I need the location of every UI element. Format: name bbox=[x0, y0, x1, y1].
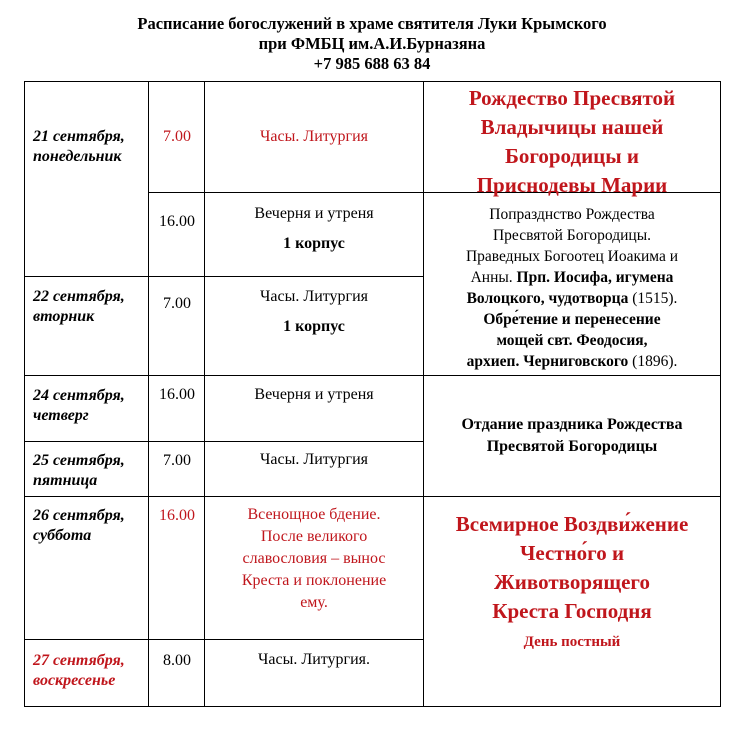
feast-line: Приснодевы Марии bbox=[476, 173, 668, 197]
service-time: 7.00 bbox=[163, 128, 191, 145]
feast-line: Всемирное Воздви́жение bbox=[455, 512, 689, 536]
feast-nativity bbox=[424, 84, 720, 200]
saint-name: мощей свт. Феодосия, bbox=[496, 332, 648, 349]
table-row-date bbox=[33, 127, 148, 167]
table-rule bbox=[204, 81, 205, 706]
service-time: 16.00 bbox=[159, 386, 195, 403]
service-time: 16.00 bbox=[159, 213, 195, 230]
feast-line: Богородицы и bbox=[504, 144, 640, 168]
weekday-text: пятница bbox=[33, 472, 98, 489]
feast-line: Честно́го и bbox=[519, 541, 625, 565]
header-phone: +7 985 688 63 84 bbox=[313, 54, 431, 73]
service-line: славословия – вынос bbox=[242, 550, 386, 567]
feast-line: Пресвятой Богородицы bbox=[486, 438, 658, 455]
saint-name: Волоцкого, чудотворца bbox=[466, 290, 629, 307]
feast-exaltation bbox=[424, 510, 720, 652]
feast-line: Креста Господня bbox=[492, 599, 652, 623]
table-row-date bbox=[33, 506, 148, 546]
date-text: 22 сентября, bbox=[33, 288, 125, 305]
weekday-text: четверг bbox=[33, 407, 89, 424]
feast-line: Пресвятой Богородицы. bbox=[492, 227, 651, 244]
service-location: 1 корпус bbox=[283, 318, 345, 335]
table-row-date bbox=[33, 386, 148, 426]
service-time: 7.00 bbox=[163, 295, 191, 312]
date-text: 21 сентября, bbox=[33, 128, 125, 145]
header-subtitle: при ФМБЦ им.А.И.Бурназяна bbox=[258, 34, 486, 53]
weekday-text: суббота bbox=[33, 527, 92, 544]
feast-line: Попразднство Рождества bbox=[489, 206, 655, 223]
fast-day-note: День постный bbox=[523, 634, 621, 650]
service-line: Всенощное бдение. bbox=[247, 506, 381, 523]
feast-line bbox=[424, 309, 720, 330]
feast-line bbox=[424, 330, 720, 351]
table-row-date bbox=[33, 287, 148, 327]
saint-name: архиеп. Черниговского bbox=[466, 353, 629, 370]
date-text: 25 сентября, bbox=[33, 452, 125, 469]
table-row-date bbox=[33, 451, 148, 491]
feast-leavetaking bbox=[424, 414, 720, 458]
table-rule-top bbox=[24, 81, 721, 82]
date-text: 27 сентября, bbox=[33, 652, 125, 669]
service-name: Часы. Литургия. bbox=[257, 651, 371, 668]
table-rule-left bbox=[24, 81, 25, 706]
feast-year: (1896). bbox=[628, 353, 678, 370]
feast-line bbox=[424, 351, 720, 372]
feast-line: Рождество Пресвятой bbox=[468, 86, 676, 110]
feast-text: Анны. bbox=[470, 269, 517, 286]
date-text: 24 сентября, bbox=[33, 387, 125, 404]
service-name: Часы. Литургия bbox=[259, 451, 369, 468]
feast-line bbox=[424, 267, 720, 288]
service-title: Часы. Литургия bbox=[259, 288, 369, 305]
date-text: 26 сентября, bbox=[33, 507, 125, 524]
table-rule bbox=[24, 276, 424, 277]
table-rule bbox=[24, 496, 721, 497]
service-name bbox=[206, 203, 422, 255]
feast-line: Отдание праздника Рождества bbox=[461, 416, 683, 433]
service-time: 16.00 bbox=[159, 507, 195, 524]
service-title: Вечерня и утреня bbox=[254, 205, 374, 222]
saint-name: Обре́тение и перенесение bbox=[483, 311, 661, 328]
saint-name: Прп. Иосифа, игумена bbox=[516, 269, 674, 286]
service-name: Вечерня и утреня bbox=[254, 386, 374, 403]
table-rule bbox=[148, 81, 149, 706]
header-title: Расписание богослужений в храме святителя Луки Крымского bbox=[137, 14, 607, 33]
table-rule bbox=[24, 639, 424, 640]
feast-line: Праведных Богоотец Иоакима и bbox=[465, 248, 679, 265]
feast-line: Владычицы нашей bbox=[480, 115, 664, 139]
table-rule bbox=[24, 441, 424, 442]
feast-year: (1515). bbox=[628, 290, 678, 307]
service-location: 1 корпус bbox=[283, 235, 345, 252]
weekday-text: вторник bbox=[33, 308, 95, 325]
feast-afterfeast bbox=[424, 204, 720, 372]
table-row-date bbox=[33, 651, 148, 691]
service-line: Креста и поклонение bbox=[241, 572, 387, 589]
feast-line bbox=[424, 288, 720, 309]
feast-line: Животворящего bbox=[494, 570, 650, 594]
service-name bbox=[206, 286, 422, 338]
weekday-text: понедельник bbox=[33, 148, 122, 165]
table-rule-bottom bbox=[24, 706, 721, 707]
service-line: После великого bbox=[260, 528, 368, 545]
service-time: 8.00 bbox=[163, 652, 191, 669]
service-time: 7.00 bbox=[163, 452, 191, 469]
service-name bbox=[206, 504, 422, 614]
table-rule-right bbox=[720, 81, 721, 706]
service-name: Часы. Литургия bbox=[259, 128, 369, 145]
service-line: ему. bbox=[300, 594, 328, 611]
weekday-text: воскресенье bbox=[33, 672, 116, 689]
table-rule bbox=[24, 375, 721, 376]
